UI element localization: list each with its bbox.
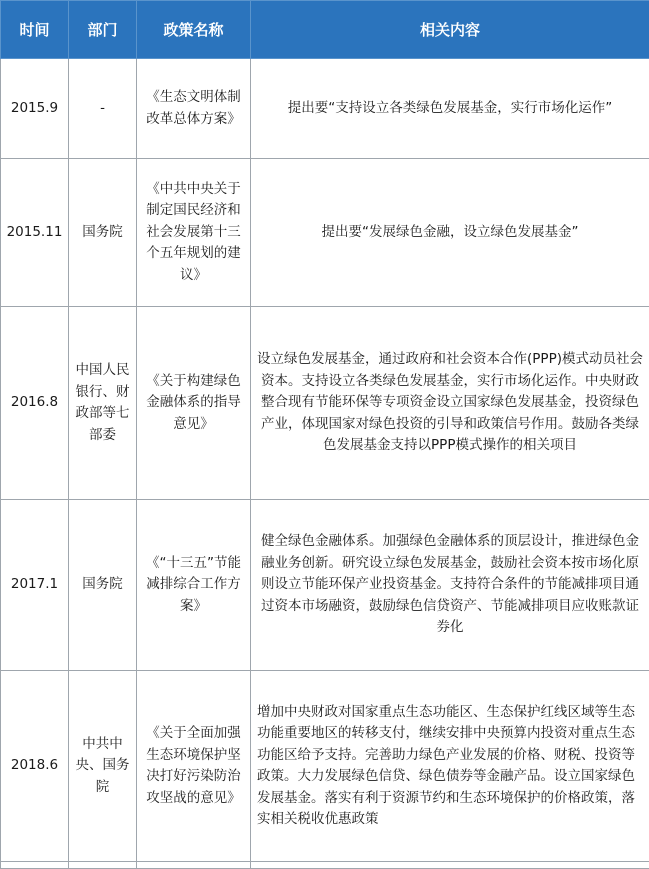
column-header-dept: 部门 bbox=[69, 1, 137, 59]
cell-policy-name: 《关于构建绿色金融体系的指导意见》 bbox=[137, 307, 251, 500]
cell-content: 健全绿色金融体系。加强绿色金融体系的顶层设计，推进绿色金融业务创新。研究设立绿色发展基金，鼓励社会资本按市场化原则设立节能环保产业投资基金。支持符合条件的节能减排项目通过资本市场融资，鼓励绿色信贷资产、节能减排项目应收账款证券化 bbox=[251, 500, 649, 671]
cell-policy-name: 《“十三五”节能减排综合工作方案》 bbox=[137, 500, 251, 671]
cell-content: 设立绿色发展基金，通过政府和社会资本合作(PPP)模式动员社会资本。支持设立各类绿色发展基金，实行市场化运作。中央财政整合现有节能环保等专项资金设立国家绿色发展基金，投资绿色产业，体现国家对绿色投资的引导和政策信号作用。鼓励各类绿色发展基金支持以PPP模式操作的相关项目 bbox=[251, 307, 649, 500]
cell-content: 提出要“发展绿色金融，设立绿色发展基金” bbox=[251, 159, 649, 307]
cell-policy-name: 《中共中央关于制定国民经济和社会发展第十三个五年规划的建议》 bbox=[137, 159, 251, 307]
cell-dept: 国务院 bbox=[69, 159, 137, 307]
cell-content: 提出要“支持设立各类绿色发展基金，实行市场化运作” bbox=[251, 59, 649, 159]
cell-time: 2016.8 bbox=[1, 307, 69, 500]
column-header-content: 相关内容 bbox=[251, 1, 649, 59]
cell-time: 2018.6 bbox=[1, 671, 69, 862]
cell-time: 2015.9 bbox=[1, 59, 69, 159]
table-header-row bbox=[1, 1, 649, 59]
table-row bbox=[1, 159, 649, 307]
cell-policy-name: 《生态文明体制改革总体方案》 bbox=[137, 59, 251, 159]
cell-dept: 中共中央、国务院 bbox=[69, 671, 137, 862]
cell-dept: 国务院 bbox=[69, 500, 137, 671]
cell-dept: 中国人民银行、财政部等七部委 bbox=[69, 307, 137, 500]
table-row bbox=[1, 500, 649, 671]
table-row bbox=[1, 59, 649, 159]
table-row-partial bbox=[1, 862, 649, 869]
cell-content: 增加中央财政对国家重点生态功能区、生态保护红线区域等生态功能重要地区的转移支付，继续安排中央预算内投资对重点生态功能区给予支持。完善助力绿色产业发展的价格、财税、投资等政策。大力发展绿色信贷、绿色债券等金融产品。设立国家绿色发展基金。落实有利于资源节约和生态环境保护的价格政策，落实相关税收优惠政策 bbox=[251, 671, 649, 862]
cell-policy-name: 《关于全面加强生态环境保护坚决打好污染防治攻坚战的意见》 bbox=[137, 671, 251, 862]
column-header-name: 政策名称 bbox=[137, 1, 251, 59]
column-header-time: 时间 bbox=[1, 1, 69, 59]
table-row bbox=[1, 307, 649, 500]
cell-time: 2015.11 bbox=[1, 159, 69, 307]
cell-dept: - bbox=[69, 59, 137, 159]
cell-time: 2017.1 bbox=[1, 500, 69, 671]
table-row bbox=[1, 671, 649, 862]
